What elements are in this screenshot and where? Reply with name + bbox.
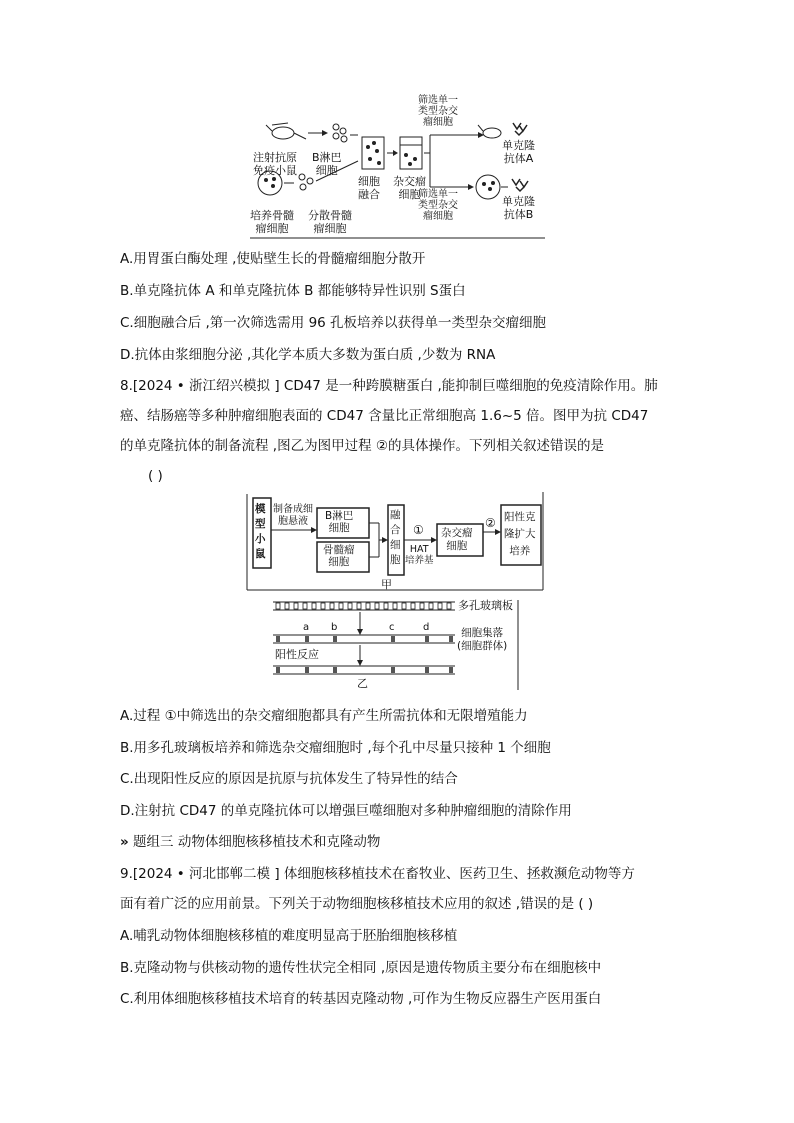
- q9-option-b: B.克隆动物与供核动物的遗传性状完全相同 ,原因是遗传物质主要分布在细胞核中: [120, 960, 602, 976]
- plate-well: [303, 603, 307, 609]
- bcell-cluster-icon: [333, 124, 347, 142]
- plate-well: [420, 603, 424, 609]
- colony-mark: [449, 636, 453, 642]
- beaker-icon: [362, 137, 384, 169]
- q9-stem-line-2: 面有着广泛的应用前景。下列关于动物细胞核移植技术应用的叙述 ,错误的是 ( ): [120, 896, 594, 912]
- q7-option-d: D.抗体由浆细胞分泌 ,其化学本质大多数为蛋白质 ,少数为 RNA: [120, 347, 496, 363]
- label-hybrid2: 杂交瘤 细胞: [441, 527, 473, 552]
- colony-mark: [305, 667, 309, 673]
- q8-option-a: A.过程 ①中筛选出的杂交瘤细胞都具有产生所需抗体和无限增殖能力: [120, 708, 528, 724]
- label-bcell2: B淋巴 细胞: [325, 510, 354, 534]
- plate-well: [294, 603, 298, 609]
- label-step1: ①: [413, 523, 424, 537]
- plate-well: [366, 603, 370, 609]
- label-bcell: B淋巴 细胞: [312, 151, 342, 177]
- q7-option-c: C.细胞融合后 ,第一次筛选需用 96 孔板培养以获得单一类型杂交瘤细胞: [120, 315, 547, 331]
- colony-mark: [276, 636, 280, 642]
- colony-mark: [425, 667, 429, 673]
- cell-cluster-icon: [299, 174, 313, 190]
- label-well-a: a: [303, 622, 310, 633]
- label-screen-bottom: 筛选单一 类型杂交 瘤细胞: [418, 189, 458, 222]
- q7-option-b: B.单克隆抗体 A 和单克隆抗体 B 都能够特异性识别 S蛋白: [120, 283, 466, 299]
- q8-stem-line-3: 的单克隆抗体的制备流程 ,图乙为图甲过程 ②的具体操作。下列相关叙述错误的是: [120, 438, 604, 454]
- label-yi: 乙: [357, 677, 368, 690]
- figure-mab-process: [250, 95, 545, 240]
- colony-mark: [333, 667, 337, 673]
- label-hat: HAT 培养基: [405, 544, 434, 566]
- q9-option-a: A.哺乳动物体细胞核移植的难度明显高于胚胎细胞核移植: [120, 928, 458, 944]
- plate-well: [276, 603, 280, 609]
- label-fuse: 细胞 融合: [358, 175, 380, 201]
- section-title: 题组三 动物体细胞核移植技术和克隆动物: [133, 834, 381, 850]
- label-mouse: 模 型 小 鼠: [255, 503, 266, 560]
- colony-mark: [391, 667, 395, 673]
- q8-stem-line-2: 癌、结肠癌等多种肿瘤细胞表面的 CD47 含量比正常细胞高 1.6~5 倍。图甲为抗 CD47: [120, 408, 649, 424]
- q8-answer-blank: ( ): [148, 468, 163, 484]
- label-disperse: 分散骨髓 瘤细胞: [308, 209, 352, 235]
- label-well-c: c: [389, 622, 395, 633]
- q8-option-d: D.注射抗 CD47 的单克隆抗体可以增强巨噬细胞对多种肿瘤细胞的清除作用: [120, 803, 572, 819]
- antibody-icon: [512, 179, 528, 191]
- colony-mark: [276, 667, 280, 673]
- culture-dish-icon: [476, 175, 500, 199]
- label-colony: 细胞集落 (细胞群体): [457, 627, 508, 652]
- plate-well: [321, 603, 325, 609]
- label-culture: 培养骨髓 瘤细胞: [250, 209, 294, 235]
- plate-well: [348, 603, 352, 609]
- label-well-d: d: [423, 622, 430, 633]
- label-jia: 甲: [381, 578, 392, 591]
- plate-well: [393, 603, 397, 609]
- label-well-b: b: [331, 622, 338, 633]
- label-suspension: 制备成细 胞悬液: [273, 504, 313, 527]
- label-mab-b: 单克隆 抗体B: [502, 195, 535, 221]
- mouse-icon: [266, 123, 306, 139]
- plate-well: [375, 603, 379, 609]
- colony-mark: [305, 636, 309, 642]
- plate-well: [402, 603, 406, 609]
- plate-well: [429, 603, 433, 609]
- q8-option-c: C.出现阳性反应的原因是抗原与抗体发生了特异性的结合: [120, 771, 458, 787]
- label-plate: 多孔玻璃板: [458, 599, 513, 612]
- label-inject: 注射抗原 免疫小鼠: [253, 151, 297, 177]
- plate-well: [330, 603, 334, 609]
- section-heading: [120, 832, 380, 852]
- plate-wells: [276, 603, 451, 609]
- q9-stem-line-1: 9.[2024 • 河北邯郸二模 ] 体细胞核移植技术在畜牧业、医药卫生、拯救濒危动物等方: [120, 866, 635, 882]
- beaker-icon: [400, 137, 422, 169]
- label-positive: 阳性克 隆扩大 培养: [504, 511, 536, 557]
- plate-well: [285, 603, 289, 609]
- plate-well: [447, 603, 451, 609]
- label-fused: 融 合 细 胞: [390, 509, 401, 566]
- plate-well: [384, 603, 388, 609]
- plate-well: [411, 603, 415, 609]
- label-screen-top: 筛选单一 类型杂交 瘤细胞: [418, 95, 458, 128]
- plate-well: [438, 603, 442, 609]
- figure-cd47-process: [245, 490, 545, 695]
- colony-mark: [425, 636, 429, 642]
- label-step2: ②: [485, 516, 496, 530]
- colony-mark: [449, 667, 453, 673]
- double-chevron-icon: »: [120, 834, 129, 850]
- label-myeloma: 骨髓瘤 细胞: [323, 544, 355, 568]
- plate-well: [357, 603, 361, 609]
- colony-mark: [391, 636, 395, 642]
- plate-well: [339, 603, 343, 609]
- q8-option-b: B.用多孔玻璃板培养和筛选杂交瘤细胞时 ,每个孔中尽量只接种 1 个细胞: [120, 740, 551, 756]
- antibody-icon: [513, 123, 527, 135]
- label-reaction: 阳性反应: [275, 648, 319, 661]
- q9-option-c: C.利用体细胞核移植技术培育的转基因克隆动物 ,可作为生物反应器生产医用蛋白: [120, 991, 602, 1007]
- q7-option-a: A.用胃蛋白酶处理 ,使贴壁生长的骨髓瘤细胞分散开: [120, 251, 426, 267]
- q8-stem-line-1: 8.[2024 • 浙江绍兴模拟 ] CD47 是一种跨膜糖蛋白 ,能抑制巨噬细胞的免疫清除作用。肺: [120, 378, 658, 394]
- label-mab-a: 单克隆 抗体A: [502, 139, 535, 165]
- plate-well: [312, 603, 316, 609]
- colony-mark: [333, 636, 337, 642]
- label-hybrid: 杂交瘤 细胞: [393, 175, 426, 201]
